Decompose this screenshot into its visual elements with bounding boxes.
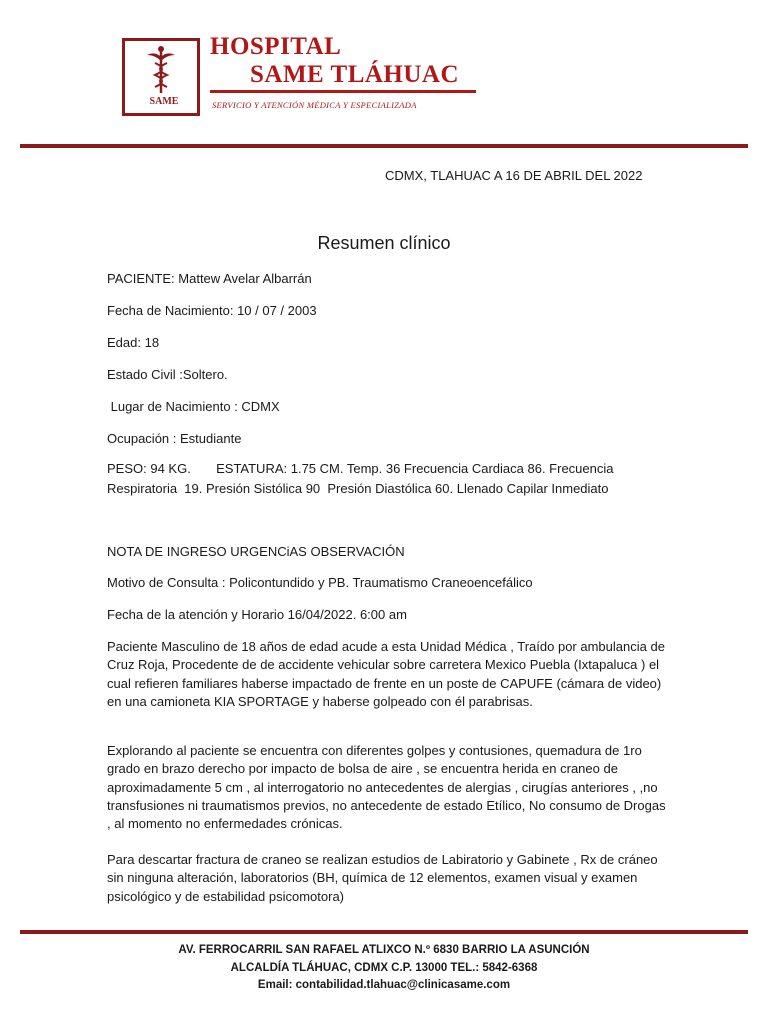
clinical-paragraph: Paciente Masculino de 18 años de edad acude a esta Unidad Médica , Traído por ambulancia de Cruz Roja, Procedente de de accidente vehicular sobre carretera Mexico Puebla (Ixtapaluca ) el cual refieren familiares haberse impactado de frente en un poste de CAPUFE (cámara de video) en una camioneta KIA SPORTAGE y haberse golpeado con él parabrisas. (107, 639, 665, 709)
footer-divider (20, 930, 748, 934)
attention-datetime: Fecha de la atención y Horario 16/04/2022. 6:00 am (107, 607, 407, 622)
clinical-paragraph: Explorando al paciente se encuentra con diferentes golpes y contusiones, quemadura de 1ro grado en brazo derecho por impacto de bolsa de aire , se encuentra herida en craneo de aproximadamente 5 cm , al interrogatorio no antecedentes de alergias , cirugías anteriores , ,no transfusiones ni traumatismos previos, no antecedente de estado Etílico, No consumo de Drogas , al momento no enfermedades crónicas. (107, 743, 666, 832)
hospital-title: HOSPITAL (210, 33, 342, 60)
patient-birthplace: Lugar de Nacimiento : CDMX (107, 399, 280, 414)
patient-dob: Fecha de Nacimiento: 10 / 07 / 2003 (107, 303, 317, 318)
hospital-tagline: SERVICIO Y ATENCIÓN MÉDICA Y ESPECIALIZADA (212, 100, 417, 110)
hospital-name: SAME TLÁHUAC (250, 61, 460, 88)
clinical-paragraph: Para descartar fractura de craneo se realizan estudios de Labiratorio y Gabinete , Rx de cráneo sin ninguna alteración, laboratorios (BH, química de 12 elementos, examen visual y examen psicológico y de estabilidad psicomotora) (107, 852, 658, 904)
patient-name: PACIENTE: Mattew Avelar Albarrán (107, 271, 312, 286)
footer-address: AV. FERROCARRIL SAN RAFAEL ATLIXCO N.º 6830 BARRIO LA ASUNCIÓN (178, 944, 590, 956)
patient-civil-status: Estado Civil :Soltero. (107, 367, 228, 382)
title-underline (210, 90, 476, 93)
patient-occupation: Ocupación : Estudiante (107, 431, 242, 446)
logo-label: SAME (149, 96, 179, 107)
patient-vitals-line-2: Respiratoria 19. Presión Sistólica 90 Presión Diastólica 60. Llenado Capilar Inmediato (107, 481, 609, 496)
document-title: Resumen clínico (317, 233, 451, 253)
note-heading: NOTA DE INGRESO URGENCiAS OBSERVACIÓN (107, 544, 405, 559)
hospital-logo (122, 38, 200, 116)
document-date: CDMX, TLAHUAC A 16 DE ABRIL DEL 2022 (385, 168, 643, 183)
patient-vitals-line-1: PESO: 94 KG. ESTATURA: 1.75 CM. Temp. 36 Frecuencia Cardiaca 86. Frecuencia (107, 461, 614, 476)
consult-reason: Motivo de Consulta : Policontundido y PB. Traumatismo Craneoencefálico (107, 575, 533, 590)
footer-city-phone: ALCALDÍA TLÁHUAC, CDMX C.P. 13000 TEL.: 5842-6368 (230, 962, 538, 974)
patient-age: Edad: 18 (107, 335, 160, 350)
header-divider (20, 144, 748, 148)
footer-email: Email: contabilidad.tlahuac@clinicasame.com (257, 979, 511, 991)
